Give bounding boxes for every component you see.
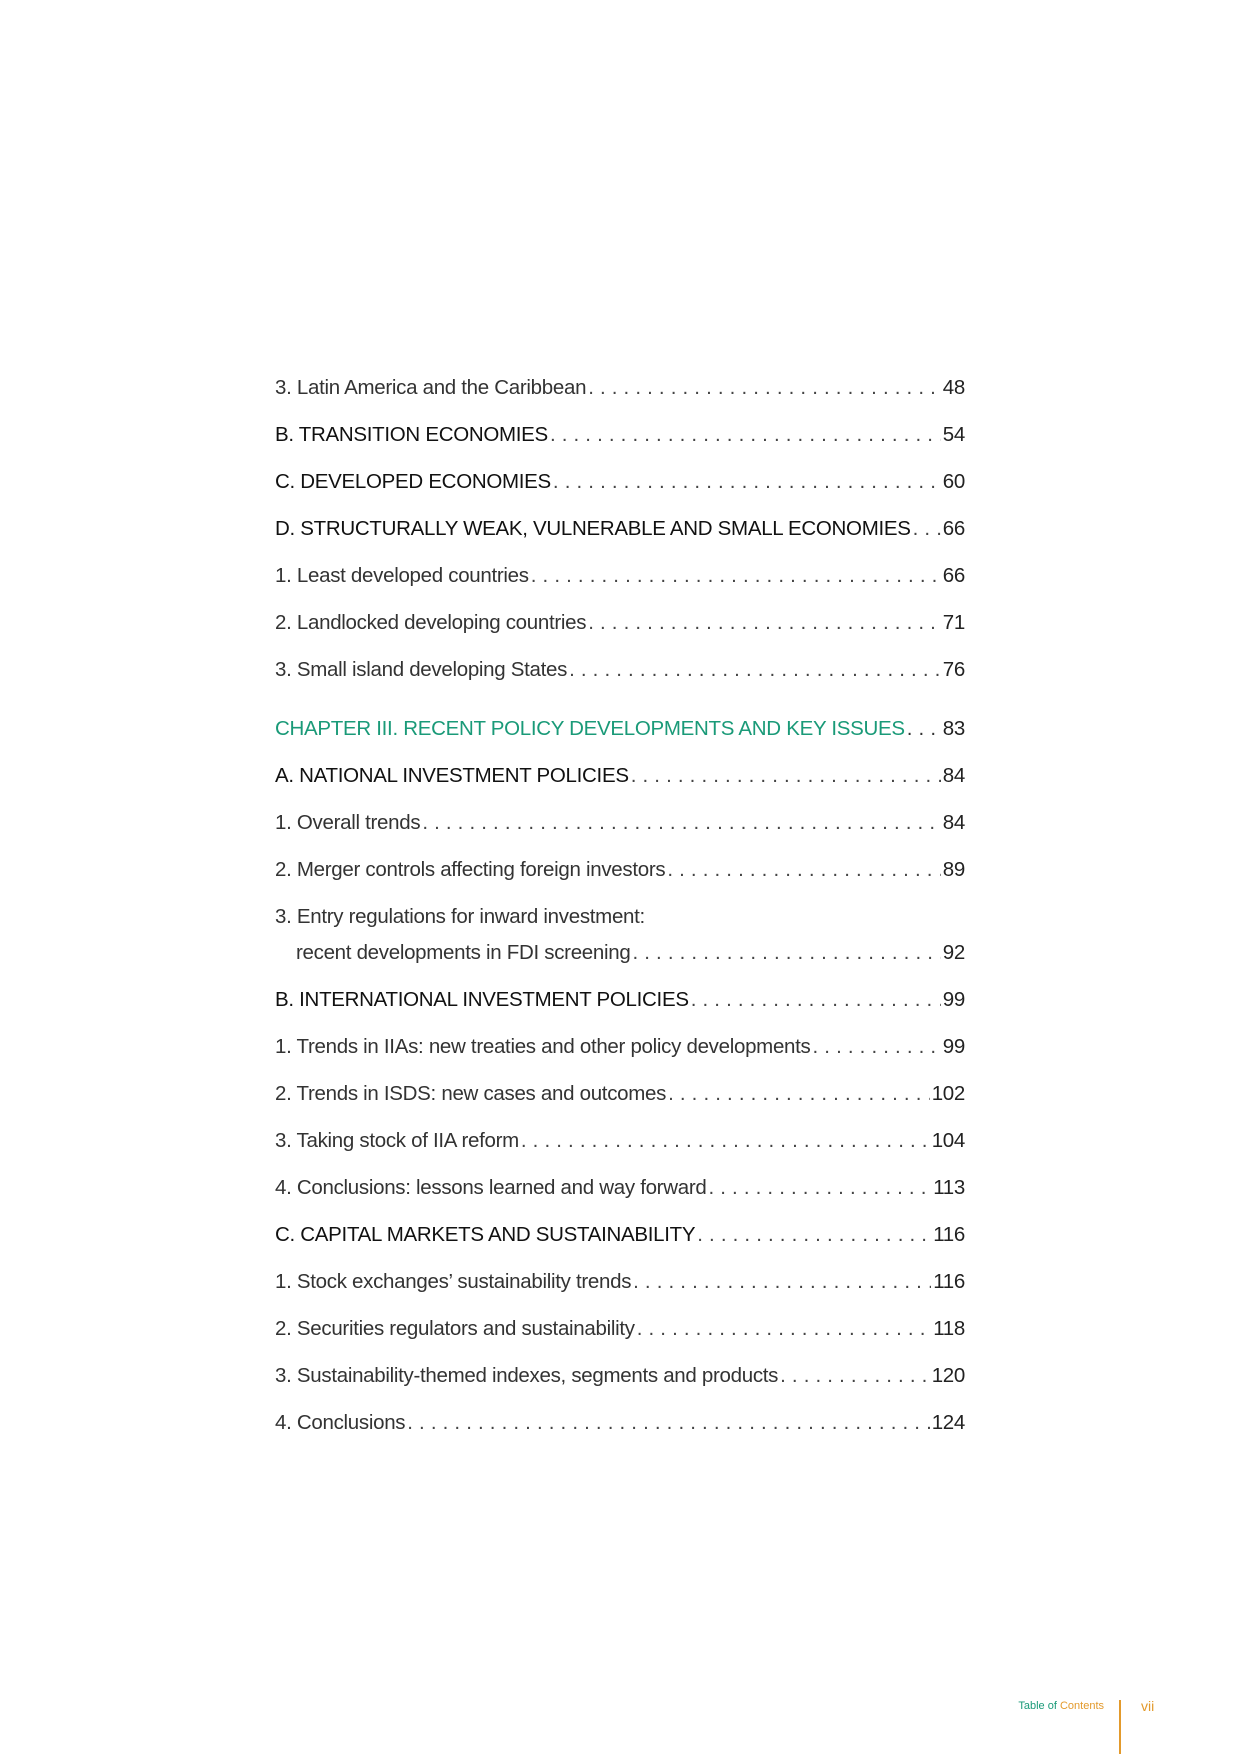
toc-entry-title: 4. Conclusions xyxy=(275,1411,406,1434)
toc-entry-title: 3. Entry regulations for inward investment: xyxy=(275,905,645,928)
footer-section-label[interactable] xyxy=(1018,1700,1104,1712)
toc-entry-title: A. NATIONAL INVESTMENT POLICIES xyxy=(275,764,629,787)
toc-entry[interactable] xyxy=(275,560,965,607)
toc-entry-title: 1. Trends in IIAs: new treaties and other policy developments xyxy=(275,1035,811,1058)
toc-entry-title-continued: recent developments in FDI screening xyxy=(296,941,631,964)
toc-entry-page: 118 xyxy=(933,1317,965,1340)
toc-entry-page: 71 xyxy=(942,611,965,634)
dot-leader xyxy=(633,1266,931,1298)
toc-entry-page: 83 xyxy=(942,717,965,740)
toc-entry[interactable] xyxy=(275,1407,965,1454)
toc-entry-title: B. TRANSITION ECONOMIES xyxy=(275,423,548,446)
dot-leader xyxy=(691,984,941,1016)
toc-entry-page: 124 xyxy=(931,1411,965,1434)
toc-entry-page: 116 xyxy=(933,1223,965,1246)
dot-leader xyxy=(907,713,941,745)
toc-entry-title: 3. Latin America and the Caribbean xyxy=(275,376,587,399)
toc-entry-title: 2. Landlocked developing countries xyxy=(275,611,587,634)
toc-entry-page: 104 xyxy=(931,1129,965,1152)
toc-entry-title: 4. Conclusions: lessons learned and way forward xyxy=(275,1176,707,1199)
toc-entry-continuation xyxy=(275,937,965,984)
toc-entry-title: 3. Taking stock of IIA reform xyxy=(275,1129,519,1152)
toc-entry-title: 1. Least developed countries xyxy=(275,564,529,587)
toc-entry-page: 99 xyxy=(942,1035,965,1058)
toc-entry-page: 99 xyxy=(942,988,965,1011)
toc-chapter[interactable] xyxy=(275,713,965,760)
dot-leader xyxy=(569,654,941,686)
toc-section[interactable] xyxy=(275,513,965,560)
toc-chapter-title: CHAPTER III. RECENT POLICY DEVELOPMENTS AND KEY ISSUES xyxy=(275,717,905,740)
dot-leader xyxy=(668,1078,930,1110)
dot-leader xyxy=(632,937,940,969)
toc-entry-title: C. DEVELOPED ECONOMIES xyxy=(275,470,551,493)
toc-entry-title: 3. Sustainability-themed indexes, segments and products xyxy=(275,1364,779,1387)
toc-entry-title: 3. Small island developing States xyxy=(275,658,568,681)
dot-leader xyxy=(407,1407,929,1439)
toc-section[interactable] xyxy=(275,466,965,513)
toc-entry[interactable] xyxy=(275,607,965,654)
toc-entry[interactable] xyxy=(275,901,965,984)
footer-label-part2: Contents xyxy=(1059,1700,1104,1712)
footer-divider xyxy=(1119,1700,1121,1754)
toc-entry-page: 60 xyxy=(942,470,965,493)
toc-entry-title: 2. Trends in ISDS: new cases and outcomes xyxy=(275,1082,667,1105)
toc-entry[interactable] xyxy=(275,1125,965,1172)
toc-entry-title: 2. Merger controls affecting foreign investors xyxy=(275,858,666,881)
dot-leader xyxy=(631,760,941,792)
dot-leader xyxy=(553,466,941,498)
toc-entry-title: B. INTERNATIONAL INVESTMENT POLICIES xyxy=(275,988,689,1011)
dot-leader xyxy=(531,560,941,592)
toc-entry-page: 66 xyxy=(942,564,965,587)
dot-leader xyxy=(422,807,940,839)
toc-entry-page: 76 xyxy=(942,658,965,681)
dot-leader xyxy=(667,854,940,886)
toc-entry-title: D. STRUCTURALLY WEAK, VULNERABLE AND SMALL ECONOMIES xyxy=(275,517,911,540)
toc-entry-page: 89 xyxy=(942,858,965,881)
toc-entry-page: 113 xyxy=(933,1176,965,1199)
toc-entry[interactable] xyxy=(275,1172,965,1219)
dot-leader xyxy=(588,372,941,404)
toc-entry[interactable] xyxy=(275,1313,965,1360)
toc-entry-page: 48 xyxy=(942,376,965,399)
dot-leader xyxy=(780,1360,930,1392)
toc-entry-page: 102 xyxy=(931,1082,965,1105)
dot-leader xyxy=(588,607,941,639)
toc-entry-page: 116 xyxy=(933,1270,965,1293)
dot-leader xyxy=(637,1313,931,1345)
toc-entry[interactable] xyxy=(275,654,965,701)
toc-entry[interactable] xyxy=(275,1360,965,1407)
dot-leader xyxy=(521,1125,930,1157)
toc-entry-title: 1. Stock exchanges’ sustainability trends xyxy=(275,1270,632,1293)
toc-section[interactable] xyxy=(275,760,965,807)
toc-entry[interactable] xyxy=(275,807,965,854)
page-number: vii xyxy=(1141,1698,1155,1714)
toc-entry-page: 84 xyxy=(942,811,965,834)
toc-entry[interactable] xyxy=(275,854,965,901)
toc-entry-title: 1. Overall trends xyxy=(275,811,421,834)
toc-entry[interactable] xyxy=(275,1266,965,1313)
toc-entry[interactable] xyxy=(275,372,965,419)
toc-entry-page: 54 xyxy=(942,423,965,446)
toc-entry-title: 2. Securities regulators and sustainability xyxy=(275,1317,635,1340)
table-of-contents xyxy=(275,372,965,1454)
toc-entry-page: 92 xyxy=(942,941,965,964)
toc-entry-page: 120 xyxy=(931,1364,965,1387)
toc-entry-title: C. CAPITAL MARKETS AND SUSTAINABILITY xyxy=(275,1223,696,1246)
footer-label-part1: Table of xyxy=(1018,1700,1057,1712)
toc-section[interactable] xyxy=(275,419,965,466)
dot-leader xyxy=(913,513,941,545)
toc-entry[interactable] xyxy=(275,1078,965,1125)
dot-leader xyxy=(708,1172,931,1204)
toc-entry-page: 84 xyxy=(942,764,965,787)
dot-leader xyxy=(813,1031,941,1063)
toc-section[interactable] xyxy=(275,984,965,1031)
dot-leader xyxy=(697,1219,931,1251)
toc-entry[interactable] xyxy=(275,1031,965,1078)
dot-leader xyxy=(550,419,941,451)
toc-entry-page: 66 xyxy=(942,517,965,540)
toc-section[interactable] xyxy=(275,1219,965,1266)
